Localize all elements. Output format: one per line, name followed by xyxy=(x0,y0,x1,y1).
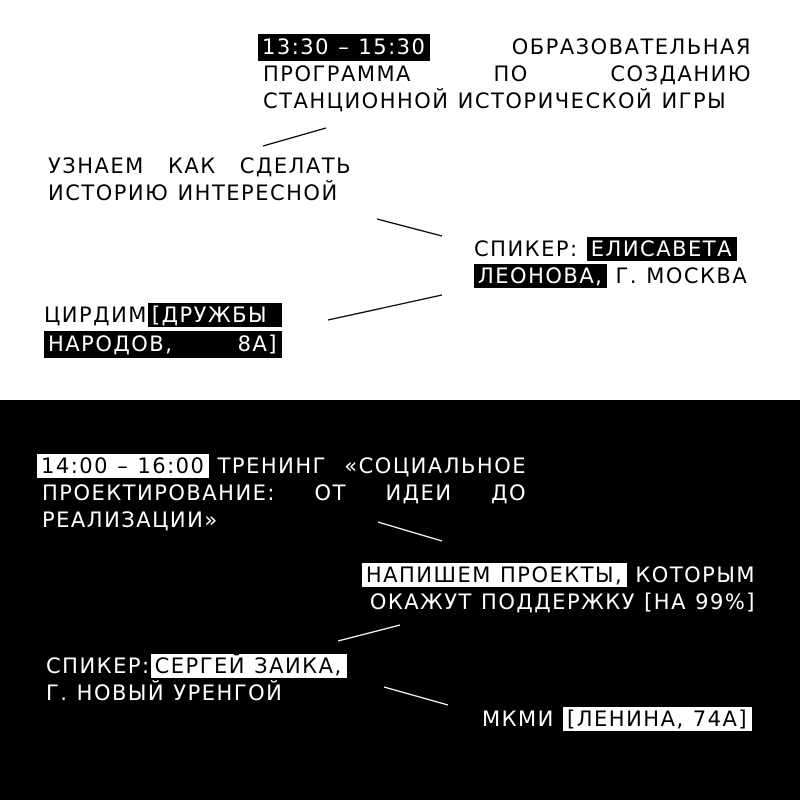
connector-line xyxy=(328,295,442,320)
event2-title-word: ДО xyxy=(491,481,527,505)
event1-title-word: ПО xyxy=(493,62,529,86)
speaker-city: Г. МОСКВА xyxy=(615,264,749,288)
event1-title-line3: СТАНЦИОННОЙ ИСТОРИЧЕСКОЙ ИГРЫ xyxy=(263,89,728,113)
event2-title-line3: РЕАЛИЗАЦИИ» xyxy=(42,508,219,532)
venue-address: [ЛЕНИНА, 74А] xyxy=(563,707,752,731)
speaker-first-name: ЕЛИСАВЕТА xyxy=(587,237,737,261)
event2-section xyxy=(0,400,800,800)
speaker-name: СЕРГЕЙ ЗАИКА, xyxy=(151,654,347,678)
event1-title-word: СОЗДАНИЮ xyxy=(610,62,752,86)
connector-line xyxy=(377,219,442,236)
event1-title-word: ПРОГРАММА xyxy=(263,62,412,86)
event1-tagline-line2: ИСТОРИЮ ИНТЕРЕСНОЙ xyxy=(48,181,339,205)
event2-title-word: ИДЕИ xyxy=(385,481,453,505)
event1-time: 13:30 – 15:30 xyxy=(258,34,430,61)
event2-speaker xyxy=(46,653,347,707)
event1-title xyxy=(258,34,752,115)
speaker-label: СПИКЕР: xyxy=(474,237,579,261)
event2-title-word: ТРЕНИНГ xyxy=(217,454,327,478)
venue-name: МКМИ xyxy=(482,707,555,731)
event1-tagline xyxy=(48,153,352,207)
connector-line xyxy=(384,687,448,705)
event2-title xyxy=(37,453,527,534)
event2-promise xyxy=(340,562,756,616)
event1-venue xyxy=(44,302,282,358)
event1-tagline-word: СДЕЛАТЬ xyxy=(239,154,352,178)
event2-title-word: ПРОЕКТИРОВАНИЕ: xyxy=(42,481,277,505)
venue-address-line1: [ДРУЖБЫ xyxy=(148,303,282,327)
promise-text: КОТОРЫМ xyxy=(635,563,756,587)
event1-title-line1: ОБРАЗОВАТЕЛЬНАЯ xyxy=(511,35,752,59)
speaker-city: Г. НОВЫЙ УРЕНГОЙ xyxy=(46,681,284,705)
event1-tagline-word: КАК xyxy=(167,154,217,178)
promise-line2: ОКАЖУТ ПОДДЕРЖКУ [НА 99%] xyxy=(369,590,756,614)
event1-speaker xyxy=(474,236,748,290)
event1-tagline-word: УЗНАЕМ xyxy=(48,154,145,178)
event2-time: 14:00 – 16:00 xyxy=(37,454,209,478)
venue-name: ЦИРДИМ xyxy=(44,303,148,327)
speaker-label: СПИКЕР: xyxy=(46,654,151,678)
event2-venue xyxy=(482,706,752,733)
venue-address-line2: НАРОДОВ, 8А] xyxy=(44,331,282,358)
event2-title-word: «СОЦИАЛЬНОЕ xyxy=(344,454,527,478)
speaker-last-name: ЛЕОНОВА, xyxy=(474,264,607,288)
promise-highlight: НАПИШЕМ ПРОЕКТЫ, xyxy=(362,563,627,587)
connector-line xyxy=(338,625,400,641)
connector-line xyxy=(263,128,326,146)
event2-title-word: ОТ xyxy=(314,481,347,505)
